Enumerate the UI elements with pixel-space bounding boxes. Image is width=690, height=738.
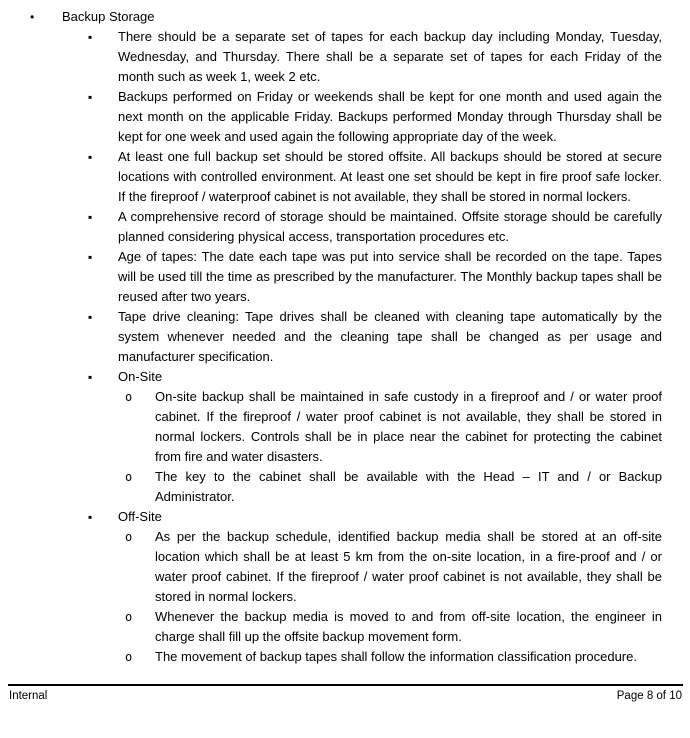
list-item — [0, 527, 662, 607]
list-item — [0, 147, 662, 207]
list-item-heading — [0, 7, 662, 27]
bullet-list — [0, 27, 662, 667]
circle-bullet-icon: o — [125, 650, 133, 664]
square-bullet-icon: ▪ — [88, 90, 93, 104]
list-item-text: Backups performed on Friday or weekends shall be kept for one month and used again the next month on the applicable Friday. Backups performed Monday through Thursday shall be kept for one week and used again the following appropriate day of the week. — [118, 89, 662, 144]
list-item — [0, 507, 662, 527]
list-item — [0, 247, 662, 307]
list-item-text: There should be a separate set of tapes for each backup day including Monday, Tuesday, Wednesday, and Thursday. There shall be a separate set of tapes for each Friday of the month such as week 1, week 2 etc. — [118, 29, 662, 84]
list-item — [0, 87, 662, 147]
circle-bullet-icon: o — [125, 610, 133, 624]
square-bullet-icon: ▪ — [88, 210, 93, 224]
list-item-text: Tape drive cleaning: Tape drives shall be cleaned with cleaning tape automatically by the system whenever needed and the cleaning tape shall be changed as per usage and manufacturer specification. — [118, 309, 662, 364]
footer-classification-label: Internal — [9, 690, 48, 702]
footer-page-number: Page 8 of 10 — [616, 690, 682, 702]
list-item — [0, 607, 662, 647]
list-item-text: Off-Site — [118, 509, 162, 524]
list-item — [0, 27, 662, 87]
circle-bullet-icon: o — [125, 530, 133, 544]
list-item — [0, 207, 662, 247]
square-bullet-icon: ▪ — [88, 370, 93, 384]
list-item-text: Whenever the backup media is moved to and from off-site location, the engineer in charge shall fill up the offsite backup movement form. — [155, 609, 662, 644]
square-bullet-icon: ▪ — [88, 30, 93, 44]
page-footer — [8, 684, 683, 703]
circle-bullet-icon: o — [125, 470, 133, 484]
list-item — [0, 647, 662, 667]
list-item — [0, 467, 662, 507]
list-item — [0, 307, 662, 367]
square-bullet-icon: ▪ — [88, 310, 93, 324]
list-item-text: The key to the cabinet shall be available with the Head – IT and / or Backup Administrator. — [155, 469, 662, 504]
list-item-text: Age of tapes: The date each tape was put into service shall be recorded on the tape. Tapes will be used till the time as prescribed by the manufacturer. The Monthly backup tapes shall be reused after two years. — [118, 249, 662, 304]
list-item-text: At least one full backup set should be stored offsite. All backups should be stored at secure locations with controlled environment. At least one set should be kept in fire proof safe locker. If the fireproof / waterproof cabinet is not available, they shall be stored in normal lockers. — [118, 149, 662, 204]
circle-bullet-icon: o — [125, 390, 133, 404]
square-bullet-icon: ▪ — [88, 250, 93, 264]
square-bullet-icon: ▪ — [88, 510, 93, 524]
list-item-text: On-Site — [118, 369, 163, 384]
list-item-text: A comprehensive record of storage should be maintained. Offsite storage should be carefully planned considering physical access, transportation procedures etc. — [118, 209, 662, 244]
list-item-text: On-site backup shall be maintained in safe custody in a fireproof and / or water proof cabinet. If the fireproof / water proof cabinet is not available, they shall be stored in normal lockers. Controls shall be in place near the cabinet for protecting the cabinet from fire and water disasters. — [155, 389, 662, 464]
disc-bullet-icon: • — [30, 10, 35, 24]
section-heading: Backup Storage — [62, 9, 155, 24]
list-item — [0, 367, 662, 387]
list-item-text: The movement of backup tapes shall follow the information classification procedure. — [155, 649, 637, 664]
square-bullet-icon: ▪ — [88, 150, 93, 164]
list-item — [0, 387, 662, 467]
footer-row — [8, 686, 683, 703]
list-item-text: As per the backup schedule, identified backup media shall be stored at an off-site location which shall be at least 5 km from the on-site location, in a fire-proof and / or water proof cabinet. If the fireproof / water proof cabinet is not available, they shall be stored in normal lockers. — [155, 529, 662, 604]
